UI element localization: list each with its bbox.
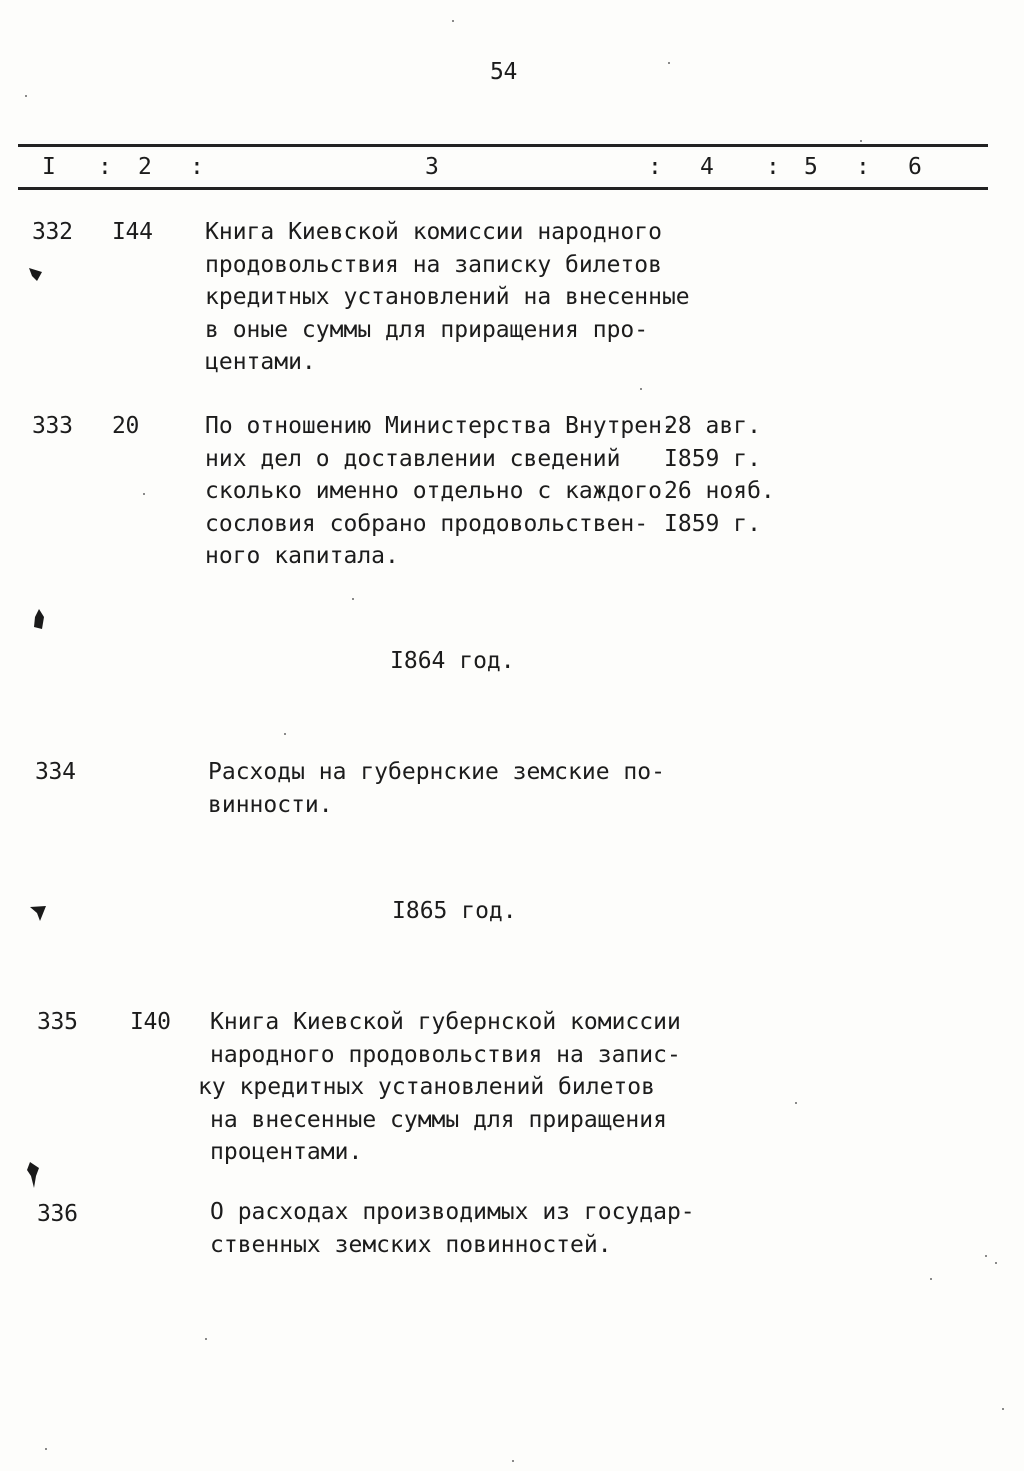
entry-description bbox=[198, 1006, 681, 1169]
description-line: продовольствия на записку билетов bbox=[205, 251, 662, 278]
paper-speck bbox=[985, 1255, 987, 1257]
header-col-2: 2 bbox=[138, 154, 152, 180]
description-line: ственных земских повинностей. bbox=[210, 1231, 612, 1258]
header-separator: : bbox=[190, 154, 204, 180]
header-col-1: I bbox=[42, 154, 56, 180]
header-separator: : bbox=[98, 154, 112, 180]
paper-speck bbox=[930, 1278, 932, 1280]
header-col-4: 4 bbox=[700, 154, 714, 180]
paper-speck bbox=[795, 1102, 797, 1104]
paper-speck bbox=[1002, 1408, 1004, 1410]
header-col-6: 6 bbox=[908, 154, 922, 180]
description-line: центами. bbox=[205, 349, 316, 375]
entry-dates bbox=[664, 410, 775, 540]
description-line: в оные суммы для приращения про- bbox=[205, 316, 649, 343]
punch-mark-icon bbox=[28, 903, 50, 923]
entry-description bbox=[208, 756, 665, 821]
paper-speck bbox=[45, 1448, 47, 1450]
date-line: 26 нояб. bbox=[664, 478, 775, 504]
entry-number: 336 bbox=[37, 1201, 78, 1227]
description-line: сколько именно отдельно с каждого bbox=[205, 478, 662, 504]
entry-description bbox=[210, 1196, 695, 1261]
paper-speck bbox=[25, 95, 27, 97]
description-line: Расходы на губернские земские по- bbox=[208, 759, 665, 785]
year-heading-1864: I864 год. bbox=[390, 648, 515, 674]
description-line: Книга Киевской комиссии народного bbox=[205, 219, 662, 245]
year-heading-1865: I865 год. bbox=[392, 898, 517, 924]
paper-speck bbox=[143, 493, 145, 495]
header-separator: : bbox=[766, 154, 780, 180]
entry-number: 333 bbox=[32, 413, 73, 439]
paper-speck bbox=[860, 140, 862, 142]
paper-speck bbox=[668, 62, 670, 64]
description-line: них дел о доставлении сведений bbox=[205, 445, 621, 472]
date-line: I859 г. bbox=[664, 510, 761, 537]
paper-speck bbox=[352, 598, 354, 600]
paper-speck bbox=[284, 733, 286, 735]
description-line: народного продовольствия на запис- bbox=[210, 1041, 681, 1068]
entry-number: 334 bbox=[35, 759, 76, 785]
punch-mark-icon bbox=[26, 264, 46, 284]
page-number: 54 bbox=[490, 59, 518, 85]
entry-description bbox=[205, 410, 676, 573]
header-separator: : bbox=[648, 154, 662, 180]
entry-col2: I44 bbox=[112, 219, 153, 245]
header-col-3: 3 bbox=[425, 154, 439, 180]
header-separator: : bbox=[856, 154, 870, 180]
description-line: процентами. bbox=[210, 1139, 363, 1165]
paper-speck bbox=[452, 20, 454, 22]
description-line: сословия собрано продовольствен- bbox=[205, 510, 649, 537]
date-line: 28 авг. bbox=[664, 413, 761, 439]
header-bottom-rule bbox=[18, 187, 988, 190]
description-line: ку кредитных установлений билетов bbox=[198, 1074, 655, 1100]
description-line: О расходах производимых из государ- bbox=[210, 1199, 695, 1225]
description-line: ного капитала. bbox=[205, 543, 399, 569]
paper-speck bbox=[640, 388, 642, 390]
paper-speck bbox=[205, 1338, 207, 1340]
description-line: кредитных установлений на внесенные bbox=[205, 284, 690, 310]
entry-col2: 20 bbox=[112, 413, 140, 439]
entry-col2: I40 bbox=[130, 1009, 171, 1035]
entry-number: 332 bbox=[32, 219, 73, 245]
description-line: По отношению Министерства Внутрен- bbox=[205, 413, 676, 439]
date-line: I859 г. bbox=[664, 445, 761, 472]
paper-speck bbox=[995, 1262, 997, 1264]
entry-number: 335 bbox=[37, 1009, 78, 1035]
header-top-rule bbox=[18, 144, 988, 147]
punch-mark-icon bbox=[24, 1160, 44, 1190]
paper-speck bbox=[512, 1460, 514, 1462]
description-line: винности. bbox=[208, 791, 333, 818]
header-col-5: 5 bbox=[804, 154, 818, 180]
entry-description bbox=[205, 216, 690, 379]
description-line: на внесенные суммы для приращения bbox=[210, 1106, 667, 1133]
punch-mark-icon bbox=[30, 607, 50, 633]
description-line: Книга Киевской губернской комиссии bbox=[210, 1009, 681, 1035]
